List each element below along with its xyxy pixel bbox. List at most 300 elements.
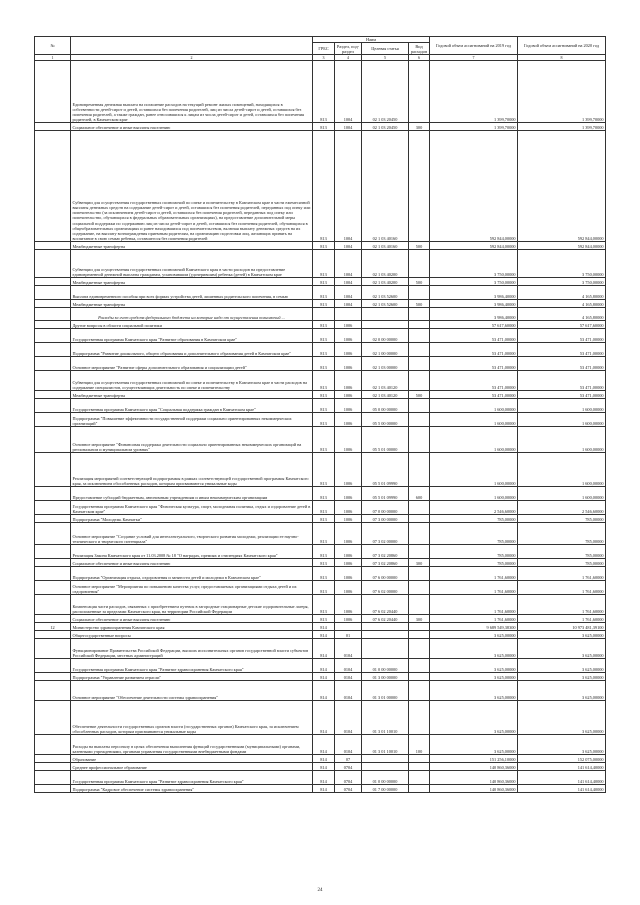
row-amount-2020: 1 399,70000 [518, 61, 606, 123]
budget-rows [35, 61, 606, 793]
row-amount-2019: 1 399,70000 [430, 123, 518, 131]
row-amount-2020: 1 761,60000 [518, 595, 606, 615]
row-amount-2020: 141 614,40000 [518, 771, 606, 785]
row-section: 0104 [335, 701, 362, 735]
table-row [35, 357, 606, 371]
row-amount-2020: 3 625,00000 [518, 659, 606, 673]
row-grbs: 813 [313, 329, 335, 343]
row-section: 1006 [335, 559, 362, 567]
row-grbs: 813 [313, 131, 335, 242]
row-amount-2019: 2 546,60000 [430, 501, 518, 515]
row-number [35, 453, 71, 487]
row-grbs: 814 [313, 639, 335, 659]
row-type [409, 659, 430, 673]
row-amount-2020: 53 471,00000 [518, 329, 606, 343]
row-type [409, 701, 430, 735]
row-target: 07 6 02 20440 [362, 595, 409, 615]
row-type [409, 427, 430, 453]
row-amount-2020: 1 761,60000 [518, 567, 606, 581]
row-description: Компенсация части расходов, связанных с приобретением путевок в загородные стационарные детские оздоровительные лагеря, расположенные за пределами Камчатского края, на территории Российской Федерации [71, 595, 313, 615]
table-row [35, 659, 606, 673]
row-target: 07 0 00 00000 [362, 501, 409, 515]
row-target: 02 1 03 20450 [362, 123, 409, 131]
table-row [35, 545, 606, 559]
row-grbs: 813 [313, 250, 335, 278]
row-description: Общегосударственные вопросы [71, 631, 313, 639]
row-number [35, 427, 71, 453]
row-amount-2020: 785,00000 [518, 545, 606, 559]
row-type [409, 639, 430, 659]
row-description: Социальное обеспечение и иные выплаты населению [71, 559, 313, 567]
row-section: 1006 [335, 567, 362, 581]
row-description: Реализация Закона Камчатского края от 11.03.2008 № 18 "О наградах, премиях и стипендиях Камчатского края" [71, 545, 313, 559]
row-grbs: 813 [313, 559, 335, 567]
row-target: 02 1 03 40200 [362, 278, 409, 286]
row-section: 0704 [335, 771, 362, 785]
header-section: Раздел, под-раздел [335, 43, 362, 55]
row-target [362, 308, 409, 321]
row-amount-2020: 785,00000 [518, 515, 606, 523]
colnum: 8 [518, 55, 606, 61]
row-number [35, 755, 71, 763]
table-row [35, 487, 606, 501]
row-type [409, 131, 430, 242]
row-grbs: 813 [313, 286, 335, 300]
row-description: Межбюджетные трансферты [71, 242, 313, 250]
row-amount-2019: 53 471,00000 [430, 371, 518, 391]
table-row [35, 581, 606, 595]
row-target [362, 763, 409, 771]
row-amount-2020: 785,00000 [518, 523, 606, 545]
row-amount-2019: 140 860,36000 [430, 771, 518, 785]
row-amount-2020: 4 165,80000 [518, 286, 606, 300]
row-amount-2019: 1 399,70000 [430, 61, 518, 123]
table-row [35, 559, 606, 567]
row-number [35, 501, 71, 515]
table-row [35, 123, 606, 131]
row-section: 1006 [335, 329, 362, 343]
row-grbs [313, 308, 335, 321]
row-type [409, 413, 430, 427]
row-amount-2020: 57 617,60000 [518, 321, 606, 329]
table-row [35, 615, 606, 623]
row-amount-2019: 1 600,00000 [430, 427, 518, 453]
row-description: Межбюджетные трансферты [71, 391, 313, 399]
row-description: Предоставление субсидий бюджетным, автономным учреждениям и иным некоммерческим организациям [71, 487, 313, 501]
row-type [409, 581, 430, 595]
row-amount-2019: 53 471,00000 [430, 391, 518, 399]
row-amount-2020: 53 471,00000 [518, 371, 606, 391]
row-amount-2020: 1 600,00000 [518, 453, 606, 487]
row-description: Основное мероприятие "Мероприятия по повышению качества услуг, предоставляемых организациями отдыха детей и их оздоровления" [71, 581, 313, 595]
row-grbs: 813 [313, 61, 335, 123]
row-amount-2020: 1 600,00000 [518, 427, 606, 453]
page-number: 24 [317, 888, 323, 893]
row-number [35, 673, 71, 681]
row-description: Подпрограмма "Повышение эффективности государственной поддержки социально ориентированных некоммерческих организаций" [71, 413, 313, 427]
row-type: 300 [409, 615, 430, 623]
row-grbs: 814 [313, 755, 335, 763]
row-type [409, 595, 430, 615]
row-target [362, 639, 409, 659]
row-amount-2020: 141 614,40000 [518, 763, 606, 771]
row-number [35, 131, 71, 242]
row-description: Единовременная денежная выплата на погашение расходов на текущий ремонт жилых помещений, находящихся в собственности детей-сирот и детей, оставшихся без попечения родителей, лиц из числа детей-сирот и детей, оставшихся без попечения родителей, а также граждан, ранее относившихся к лицам из числа детей-сирот и детей, оставшихся без попечения родителей, в Камчатском крае [71, 61, 313, 123]
row-number [35, 639, 71, 659]
row-description: Подпрограмма "Молодежь Камчатки" [71, 515, 313, 523]
table-row [35, 131, 606, 242]
row-amount-2019: 1 761,60000 [430, 581, 518, 595]
row-number [35, 250, 71, 278]
row-target: 01 0 00 00000 [362, 771, 409, 785]
row-grbs: 813 [313, 453, 335, 487]
row-type [409, 755, 430, 763]
row-type [409, 61, 430, 123]
row-grbs: 814 [313, 673, 335, 681]
row-description: Социальное обеспечение и иные выплаты населению [71, 123, 313, 131]
row-target [362, 755, 409, 763]
row-grbs: 813 [313, 487, 335, 501]
row-target: 01 7 00 00000 [362, 785, 409, 793]
table-row [35, 631, 606, 639]
row-grbs: 814 [313, 735, 335, 755]
row-type [409, 567, 430, 581]
row-amount-2019: 3 625,00000 [430, 639, 518, 659]
row-amount-2019: 3 625,00000 [430, 673, 518, 681]
row-description: Субвенции для осуществления государственных полномочий по опеке и попечительству в Камчатском крае в части расходов на содержание специалистов, осуществляющих деятельность по опеке и попечительству [71, 371, 313, 391]
row-amount-2019: 1 600,00000 [430, 399, 518, 413]
row-target: 01 0 00 00000 [362, 659, 409, 673]
table-row [35, 639, 606, 659]
row-section: 1006 [335, 343, 362, 357]
row-grbs: 814 [313, 681, 335, 701]
row-section: 1006 [335, 487, 362, 501]
row-type [409, 623, 430, 631]
row-target: 01 3 01 10010 [362, 701, 409, 735]
row-type: 100 [409, 735, 430, 755]
row-target: 02 1 03 52600 [362, 286, 409, 300]
row-type [409, 763, 430, 771]
row-description: Межбюджетные трансферты [71, 278, 313, 286]
row-target: 07 3 02 00000 [362, 523, 409, 545]
row-amount-2019: 3 750,00000 [430, 278, 518, 286]
row-description: Государственная программа Камчатского края "Развитие здравоохранения Камчатского края" [71, 771, 313, 785]
row-description: Государственная программа Камчатского края "Развитие образования в Камчатском крае" [71, 329, 313, 343]
row-amount-2020: 3 750,00000 [518, 250, 606, 278]
row-section: 1006 [335, 413, 362, 427]
row-amount-2020: 53 471,00000 [518, 357, 606, 371]
row-number [35, 545, 71, 559]
header-blank [71, 37, 313, 55]
row-section: 1006 [335, 595, 362, 615]
row-amount-2020: 3 625,00000 [518, 631, 606, 639]
row-section: 1004 [335, 300, 362, 308]
header-grbs: ГРБС [313, 43, 335, 55]
budget-sheet [34, 36, 605, 793]
row-number [35, 515, 71, 523]
row-section: 07 [335, 755, 362, 763]
table-row [35, 755, 606, 763]
row-amount-2019: 592 844,00000 [430, 242, 518, 250]
row-amount-2019: 785,00000 [430, 523, 518, 545]
row-section: 1004 [335, 131, 362, 242]
row-grbs: 813 [313, 321, 335, 329]
table-row [35, 278, 606, 286]
row-amount-2020: 3 625,00000 [518, 701, 606, 735]
row-grbs: 814 [313, 701, 335, 735]
row-description: Расходы за счет средств федерального бюджета на которые надо от осуществления полномочий ... [71, 308, 313, 321]
row-amount-2019: 785,00000 [430, 545, 518, 559]
row-amount-2020: 3 750,00000 [518, 278, 606, 286]
row-description: Реализация мероприятий соответствующей подпрограммы в рамках соответствующей государственной программы Камчатского края, за исключением обособленных расходов, которым присваиваются уникальные коды [71, 453, 313, 487]
row-amount-2019: 1 600,00000 [430, 413, 518, 427]
row-grbs: 813 [313, 581, 335, 595]
row-type [409, 250, 430, 278]
row-section: 1006 [335, 453, 362, 487]
row-type [409, 321, 430, 329]
row-amount-2020: 785,00000 [518, 559, 606, 567]
row-number [35, 763, 71, 771]
row-grbs: 813 [313, 501, 335, 515]
row-description: Государственная программа Камчатского края "Физическая культура, спорт, молодежная политика, отдых и оздоровление детей в Камчатском крае" [71, 501, 313, 515]
row-number [35, 701, 71, 735]
row-section [335, 623, 362, 631]
row-description: Другие вопросы в области социальной политики [71, 321, 313, 329]
row-grbs: 813 [313, 515, 335, 523]
row-amount-2019: 1 761,60000 [430, 615, 518, 623]
row-target: 02 1 03 20450 [362, 61, 409, 123]
header-name-group: Наим [313, 37, 430, 43]
row-number [35, 735, 71, 755]
row-grbs: 813 [313, 427, 335, 453]
row-grbs: 813 [313, 567, 335, 581]
row-number [35, 329, 71, 343]
row-number [35, 659, 71, 673]
row-amount-2019: 3 986,40000 [430, 286, 518, 300]
row-amount-2019: 53 471,00000 [430, 329, 518, 343]
table-row [35, 250, 606, 278]
row-target: 02 0 00 00000 [362, 329, 409, 343]
row-section: 1004 [335, 286, 362, 300]
table-row [35, 701, 606, 735]
row-type [409, 286, 430, 300]
row-section: 1004 [335, 61, 362, 123]
row-amount-2019: 3 625,00000 [430, 701, 518, 735]
colnum: 2 [71, 55, 313, 61]
row-amount-2019: 3 986,40000 [430, 300, 518, 308]
row-number [35, 771, 71, 785]
row-target: 07 6 00 00000 [362, 567, 409, 581]
table-row [35, 399, 606, 413]
row-type [409, 681, 430, 701]
row-target [362, 623, 409, 631]
row-target: 01 3 01 10010 [362, 735, 409, 755]
row-number [35, 785, 71, 793]
row-type: 500 [409, 300, 430, 308]
row-amount-2019: 140 860,36000 [430, 785, 518, 793]
row-target: 07 3 02 20860 [362, 559, 409, 567]
row-amount-2019: 57 617,60000 [430, 321, 518, 329]
row-section: 1006 [335, 371, 362, 391]
row-section: 1006 [335, 391, 362, 399]
row-target: 02 1 03 00000 [362, 357, 409, 371]
row-grbs: 813 [313, 545, 335, 559]
row-grbs: 813 [313, 343, 335, 357]
row-description: Основное мероприятие "Финансовая поддержка деятельности социально ориентированных некоммерческих организаций на региональном и муниципальном уровнях" [71, 427, 313, 453]
row-target: 07 6 02 00000 [362, 581, 409, 595]
row-amount-2019: 3 625,00000 [430, 659, 518, 673]
row-target: 07 3 02 20860 [362, 545, 409, 559]
row-amount-2019: 53 471,00000 [430, 357, 518, 371]
row-type [409, 343, 430, 357]
row-section: 1004 [335, 250, 362, 278]
row-target: 02 1 03 40120 [362, 371, 409, 391]
row-number [35, 399, 71, 413]
row-target: 05 0 00 00000 [362, 399, 409, 413]
row-section: 1004 [335, 242, 362, 250]
table-row [35, 735, 606, 755]
row-grbs: 813 [313, 242, 335, 250]
row-section: 1004 [335, 278, 362, 286]
budget-table [34, 36, 606, 793]
row-amount-2020: 152 075,00000 [518, 755, 606, 763]
row-type: 500 [409, 278, 430, 286]
row-amount-2020: 3 625,00000 [518, 673, 606, 681]
row-amount-2020: 1 399,70000 [518, 123, 606, 131]
table-row [35, 343, 606, 357]
row-section: 1006 [335, 399, 362, 413]
row-grbs: 813 [313, 391, 335, 399]
row-grbs: 813 [313, 300, 335, 308]
header-type: Вид расходов [409, 43, 430, 55]
row-type: 600 [409, 487, 430, 501]
row-description: Государственная программа Камчатского края "Социальная поддержка граждан в Камчатском крае" [71, 399, 313, 413]
row-number [35, 391, 71, 399]
row-amount-2019: 1 600,00000 [430, 487, 518, 501]
row-amount-2020: 1 600,00000 [518, 487, 606, 501]
row-amount-2020: 53 471,00000 [518, 391, 606, 399]
row-amount-2019: 592 844,00000 [430, 131, 518, 242]
row-description: Подпрограмма "Развитие дошкольного, общего образования и дополнительного образования детей в Камчатском крае" [71, 343, 313, 357]
row-section: 1006 [335, 581, 362, 595]
row-target: 02 1 03 40160 [362, 131, 409, 242]
row-amount-2019: 9 689 549,38300 [430, 623, 518, 631]
row-amount-2019: 3 625,00000 [430, 681, 518, 701]
row-grbs: 814 [313, 631, 335, 639]
row-amount-2020: 10 973 481,39100 [518, 623, 606, 631]
table-row [35, 321, 606, 329]
row-section: 1006 [335, 615, 362, 623]
row-description: Субвенции для осуществления государственных полномочий по опеке и попечительству в Камчатском крае в части ежемесячной выплаты денежных средств на содержание детей-сирот и детей, оставшихся без попечения родителей, переданных под опеку или попечительство (за исключением детей-сирот и детей, оставшихся без попечения родителей, переданных под опеку или попечительство, обучающихся в федеральных образовательных организациях), на предоставление дополнительной меры социальной поддержки по содержанию лиц из числа детей-сирот и детей, оставшихся без попечения родителей, обучающихся в общеобразовательных организациях и ранее находившихся под попечительством, включая выплату денежных средств на их содержание, на выплату вознаграждения приемным родителям, на организацию подготовки лиц, желающих принять на воспитание в свою семью ребенка, оставшегося без попечения родителей [71, 131, 313, 242]
row-number [35, 581, 71, 595]
row-grbs: 813 [313, 278, 335, 286]
table-row [35, 61, 606, 123]
row-target: 01 3 01 00000 [362, 681, 409, 701]
row-amount-2020: 53 471,00000 [518, 343, 606, 357]
table-row [35, 391, 606, 399]
row-amount-2019: 3 750,00000 [430, 250, 518, 278]
row-target: 05 5 01 00000 [362, 427, 409, 453]
row-number [35, 615, 71, 623]
row-target: 02 1 03 40160 [362, 242, 409, 250]
row-number [35, 559, 71, 567]
row-number [35, 286, 71, 300]
row-type: 500 [409, 242, 430, 250]
row-amount-2020: 2 546,60000 [518, 501, 606, 515]
row-target [362, 321, 409, 329]
row-type [409, 357, 430, 371]
row-section [335, 308, 362, 321]
row-amount-2019: 1 600,00000 [430, 453, 518, 487]
row-grbs: 814 [313, 763, 335, 771]
row-description: Министерство здравоохранения Камчатского края [71, 623, 313, 631]
row-grbs: 814 [313, 785, 335, 793]
row-type [409, 501, 430, 515]
row-type [409, 515, 430, 523]
row-number [35, 343, 71, 357]
row-number [35, 631, 71, 639]
row-grbs: 813 [313, 371, 335, 391]
header-2019: Годовой объем ассигнований на 2019 год [430, 37, 518, 55]
row-description: Социальное обеспечение и иные выплаты населению [71, 615, 313, 623]
row-number [35, 300, 71, 308]
row-section: 01 [335, 631, 362, 639]
table-row [35, 242, 606, 250]
row-description: Подпрограмма "Кадровое обеспечение системы здравоохранения" [71, 785, 313, 793]
row-description: Расходы на выплаты персоналу в целях обеспечения выполнения функций государственными (муниципальными) органами, казенными учреждениями, органами управления государственными внебюджетными фондами [71, 735, 313, 755]
row-type [409, 673, 430, 681]
row-amount-2020: 1 761,60000 [518, 581, 606, 595]
row-amount-2020: 1 600,00000 [518, 399, 606, 413]
table-row [35, 771, 606, 785]
row-description: Выплата единовременного пособия при всех формах устройства детей, лишенных родительского попечения, в семью [71, 286, 313, 300]
header-target: Целевая статья [362, 43, 409, 55]
row-target: 05 5 00 00000 [362, 413, 409, 427]
row-amount-2020: 1 761,60000 [518, 615, 606, 623]
table-row [35, 673, 606, 681]
row-description: Образование [71, 755, 313, 763]
row-number [35, 523, 71, 545]
row-description: Среднее профессиональное образование [71, 763, 313, 771]
table-row [35, 763, 606, 771]
row-grbs: 813 [313, 413, 335, 427]
table-row [35, 567, 606, 581]
row-number: 12 [35, 623, 71, 631]
table-row [35, 453, 606, 487]
row-section: 1006 [335, 523, 362, 545]
row-section: 1006 [335, 427, 362, 453]
header-2020: Годовой объем ассигнований на 2020 год [518, 37, 606, 55]
row-amount-2020: 592 844,00000 [518, 242, 606, 250]
row-grbs: 814 [313, 623, 335, 631]
row-number [35, 308, 71, 321]
row-section: 1006 [335, 515, 362, 523]
row-number [35, 278, 71, 286]
row-section: 0704 [335, 785, 362, 793]
row-amount-2020: 141 614,40000 [518, 785, 606, 793]
table-row [35, 427, 606, 453]
row-number [35, 413, 71, 427]
row-grbs: 813 [313, 399, 335, 413]
table-row [35, 623, 606, 631]
row-description: Обеспечение деятельности государственных органов власти (государственных органов) Камчатского края, за исключением обособленных расходов, которым присваиваются уникальные коды [71, 701, 313, 735]
row-description: Основное мероприятие "Обеспечение деятельности системы здравоохранения" [71, 681, 313, 701]
row-amount-2020: 1 600,00000 [518, 413, 606, 427]
row-amount-2020: 592 844,00000 [518, 131, 606, 242]
row-target: 02 1 03 52600 [362, 300, 409, 308]
row-amount-2020: 3 625,00000 [518, 735, 606, 755]
row-amount-2019: 785,00000 [430, 559, 518, 567]
